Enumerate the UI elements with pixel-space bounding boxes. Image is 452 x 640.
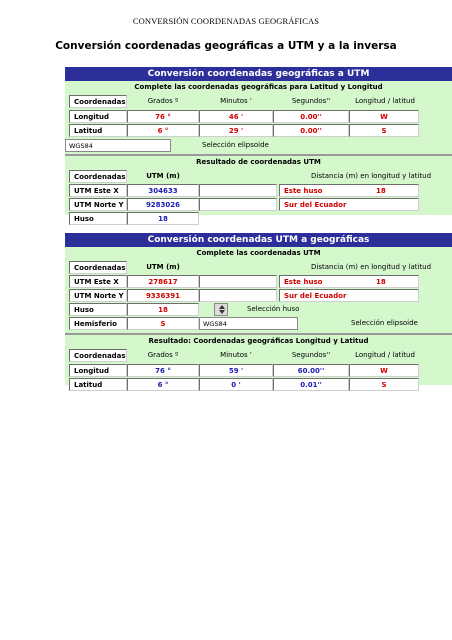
col-segundos: Segundos'' [291,351,331,359]
geo-result-subtitle: Resultado: Coordenadas geográficas Longitud y Latitud [148,337,369,345]
utm-north-input-row [65,289,452,302]
ellipsoid-select-label: Selección elipsoide [351,319,418,327]
hemisphere-input[interactable]: S [127,317,199,330]
zone-label: Huso [69,212,127,225]
latitude-direction-input[interactable]: S [349,124,419,137]
longitude-direction-input[interactable]: W [349,110,419,123]
col-segundos: Segundos'' [291,97,331,105]
geo-longitude-row [65,110,452,123]
col-coordenadas: Coordenadas [69,349,127,362]
utm-zone-input-row [65,303,452,316]
col-distance: Distancia (m) en longitud y latitud [311,263,432,271]
latitude-label: Latitud [69,124,127,137]
utm-input-header-row [65,261,452,274]
latitude-label: Latitud [69,378,127,391]
utm-east-row [65,184,452,197]
zone-input[interactable]: 18 [127,303,199,316]
utm-east-label: UTM Este X [69,184,127,197]
ellipsoid-select[interactable]: WGS84 [199,317,298,330]
hemisphere-note: Sur del Ecuador [279,289,419,302]
empty-cell [199,289,277,302]
longitude-label: Longitud [69,110,127,123]
latitude-minutes-input[interactable]: 29 ' [199,124,273,137]
zone-note-value: 18 [376,187,386,195]
zone-note [279,184,419,197]
col-utm: UTM (m) [146,172,180,180]
longitude-label: Longitud [69,364,127,377]
latitude-seconds-value: 0.01'' [273,378,349,391]
geo-result-header-row [65,349,452,362]
longitude-direction-value: W [349,364,419,377]
zone-spinner-icon[interactable] [214,303,228,316]
zone-note [279,275,419,288]
latitude-degrees-value: 6 ° [127,378,199,391]
geo-latitude-row [65,124,452,137]
longitude-degrees-value: 76 ° [127,364,199,377]
col-distance: Distancia (m) en longitud y latitud [311,172,432,180]
utm-north-label: UTM Norte Y [69,198,127,211]
geo-result-latitude-row [65,378,452,391]
empty-cell [199,198,277,211]
utm-east-label: UTM Este X [69,275,127,288]
col-longitud-latitud: Longitud / latitud [355,351,415,359]
longitude-minutes-value: 59 ' [199,364,273,377]
longitude-seconds-value: 60.00'' [273,364,349,377]
utm-result-header-row [65,170,452,183]
col-minutos: Minutos ' [220,351,252,359]
utm-east-input-row [65,275,452,288]
utm-to-geo-section [65,233,452,389]
hemisphere-note: Sur del Ecuador [279,198,419,211]
geo-to-utm-section [65,67,452,223]
empty-cell [199,184,277,197]
utm-east-input[interactable]: 278617 [127,275,199,288]
geo-to-utm-title: Conversión coordenadas geográficas a UTM [65,67,452,81]
utm-input-subtitle: Complete las coordenadas UTM [196,249,321,257]
col-minutos: Minutos ' [220,97,252,105]
empty-cell [199,275,277,288]
longitude-degrees-input[interactable]: 76 ° [127,110,199,123]
zone-note-label: Este huso [284,187,323,195]
latitude-degrees-input[interactable]: 6 ° [127,124,199,137]
longitude-seconds-input[interactable]: 0.00'' [273,110,349,123]
col-grados: Grados º [147,97,179,105]
zone-label: Huso [69,303,127,316]
hemisphere-label: Hemisferio [69,317,127,330]
latitude-minutes-value: 0 ' [199,378,273,391]
utm-north-label: UTM Norte Y [69,289,127,302]
utm-to-geo-title: Conversión coordenadas UTM a geográficas [65,233,452,247]
utm-north-value: 9283026 [127,198,199,211]
geo-ellipsoid-row [65,139,452,152]
utm-result-subtitle: Resultado de coordenadas UTM [196,158,321,166]
ellipsoid-select[interactable]: WGS84 [65,139,171,152]
ellipsoid-select-label: Selección elipsoide [202,141,269,149]
running-header: CONVERSIÓN COORDENADAS GEOGRÁFICAS [132,16,320,26]
col-coordenadas: Coordenadas [69,95,127,108]
latitude-seconds-input[interactable]: 0.00'' [273,124,349,137]
col-longitud-latitud: Longitud / latitud [355,97,415,105]
latitude-direction-value: S [349,378,419,391]
zone-note-value: 18 [376,278,386,286]
zone-value: 18 [127,212,199,225]
zone-note-label: Este huso [284,278,323,286]
utm-north-row [65,198,452,211]
col-coordenadas: Coordenadas [69,261,127,274]
col-utm: UTM (m) [146,263,180,271]
longitude-minutes-input[interactable]: 46 ' [199,110,273,123]
utm-east-value: 304633 [127,184,199,197]
utm-north-input[interactable]: 9336391 [127,289,199,302]
col-grados: Grados º [147,351,179,359]
geo-input-header-row [65,95,452,108]
page-title: Conversión coordenadas geográficas a UTM y a la inversa [55,40,397,52]
zone-select-label: Selección huso [247,305,300,313]
geo-input-subtitle: Complete las coordenadas geográficas para Latitud y Longitud [134,83,383,91]
hemisphere-row [65,317,452,330]
geo-result-longitude-row [65,364,452,377]
col-coordenadas: Coordenadas [69,170,127,183]
utm-zone-row [65,212,452,225]
